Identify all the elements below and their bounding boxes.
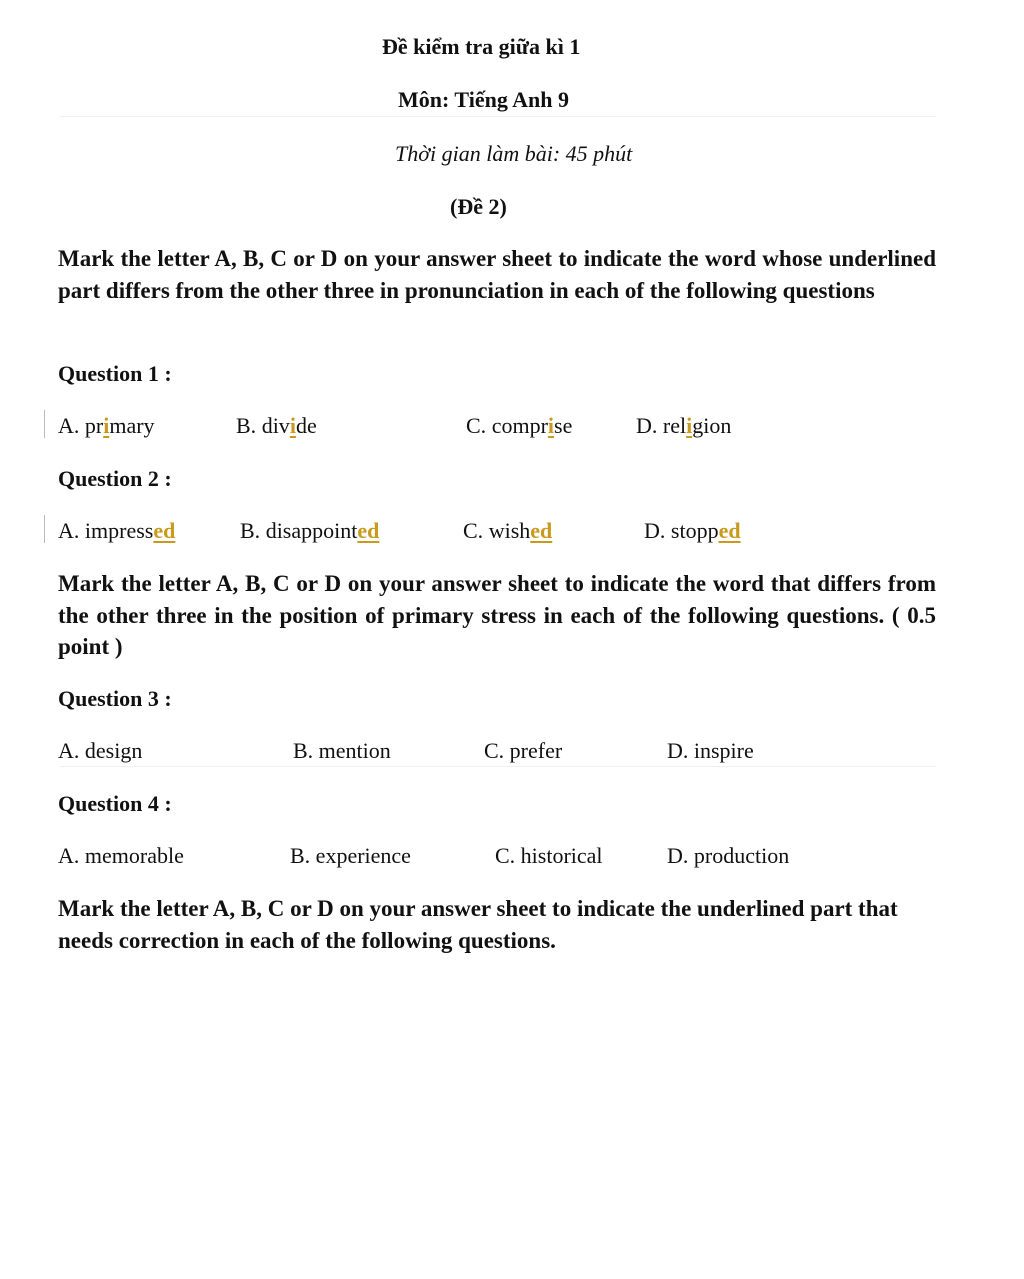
question-3-title: Question 3 : bbox=[58, 686, 172, 711]
q2-option-c: C. wished bbox=[463, 518, 553, 543]
question-4-title: Question 4 : bbox=[58, 791, 172, 816]
q2-option-d: D. stopped bbox=[644, 518, 741, 543]
exam-title: Đề kiểm tra giữa kì 1 bbox=[382, 34, 581, 59]
q1-option-c: C. comprise bbox=[466, 413, 573, 438]
q3-option-c: C. prefer bbox=[484, 738, 563, 763]
q2-option-b: B. disappointed bbox=[240, 518, 380, 543]
exam-time: Thời gian làm bài: 45 phút bbox=[395, 141, 633, 166]
margin-marker bbox=[44, 410, 45, 438]
q4-option-c: C. historical bbox=[495, 843, 603, 868]
exam-version: (Đề 2) bbox=[450, 194, 507, 219]
q4-option-a: A. memorable bbox=[58, 843, 184, 868]
margin-marker bbox=[44, 515, 45, 543]
pronunciation-instruction: Mark the letter A, B, C or D on your answer sheet to indicate the word whose underlined part differs from the other three in pronunciation in each of the following questions bbox=[58, 246, 936, 303]
question-2-title: Question 2 : bbox=[58, 466, 172, 491]
exam-subject: Môn: Tiếng Anh 9 bbox=[398, 87, 569, 112]
q1-option-a: A. primary bbox=[58, 413, 155, 438]
q2-option-a: A. impressed bbox=[58, 518, 176, 543]
q3-option-d: D. inspire bbox=[667, 738, 754, 763]
q3-option-a: A. design bbox=[58, 738, 143, 763]
question-1-title: Question 1 : bbox=[58, 361, 172, 386]
divider bbox=[60, 116, 936, 117]
q4-option-b: B. experience bbox=[290, 843, 411, 868]
stress-instruction: Mark the letter A, B, C or D on your answer sheet to indicate the word that differs from the other three in the position of primary stress in each of the following questions. ( 0.5 point ) bbox=[58, 571, 936, 659]
q1-option-b: B. divide bbox=[236, 413, 317, 438]
correction-instruction: Mark the letter A, B, C or D on your answer sheet to indicate the underlined part that needs correction in each of the following questions. bbox=[58, 896, 898, 953]
q4-option-d: D. production bbox=[667, 843, 790, 868]
divider bbox=[60, 766, 936, 767]
q3-option-b: B. mention bbox=[293, 738, 391, 763]
q1-option-d: D. religion bbox=[636, 413, 732, 438]
